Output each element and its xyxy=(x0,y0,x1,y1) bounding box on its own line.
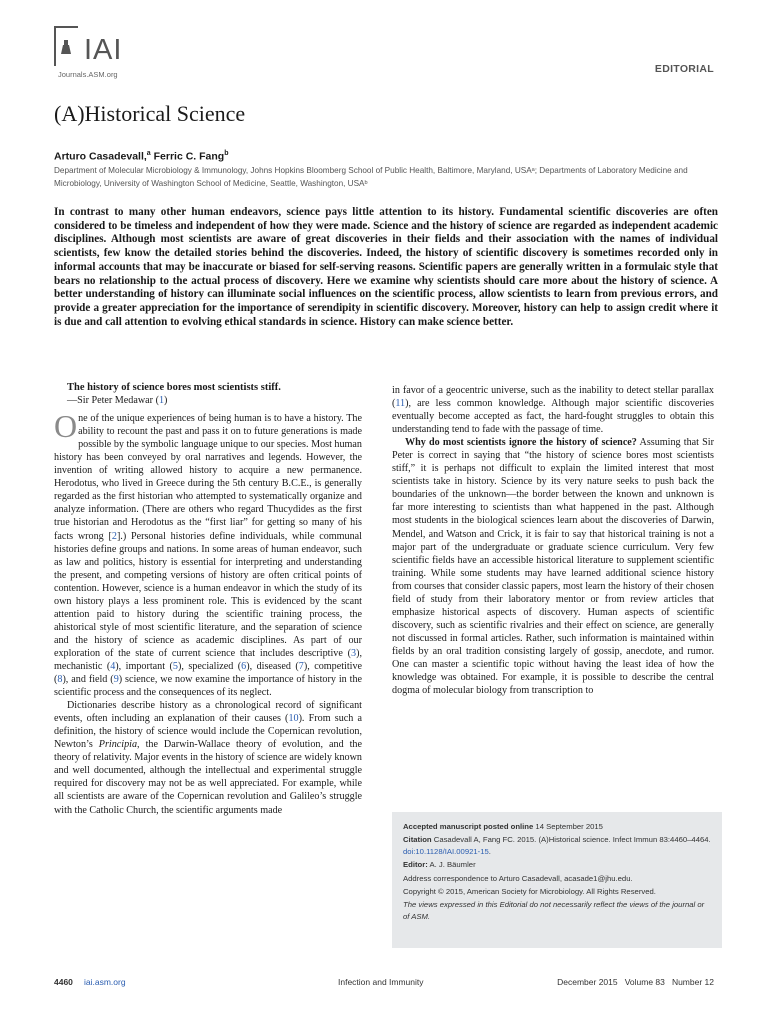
article-title: (A)Historical Science xyxy=(54,101,246,126)
reference-link[interactable]: 5 xyxy=(172,660,178,672)
reference-link[interactable]: 9 xyxy=(113,674,119,686)
paragraph: One of the unique experiences of being human is to have a history. The ability to recount the past and pass it on to future generations is made possible by the symbolic language unique to our species. Most human history has been conveyed by oral narratives and legends. However, the invention of writing allowed history to acquire a new permanence. Herodotus, who lived in Greece during the 5th century B.C.E., is generally regarded as the first historian who attempted to systematically organize and analyze information. (There are others who regard Thucydides as the first true historian and Herodotus as the “first liar” for getting so many of his facts wrong [2].) Personal histories define individuals, while communal histories define groups and nations. In some areas of human endeavor, such as law and politics, history is essential for interpreting and understanding the present, and competing versions of history are often critical points of contention. However, science is a human endeavor in which the study of its own history plays a less prominent role. This is evidenced by the scant attention paid to history during the scientific training process, the ahistorical style of most scientific literature, and the separation of science and the history of science as academic disciplines. As part of our exploration of the state of current science that includes descriptive (3), mechanistic (4), important (5), specialized (6), diseased (7), competitive (8), and field (9) science, we now examine the importance of history in the scientific process and the consequences of its neglect. xyxy=(54,408,363,699)
copyright: Copyright © 2015, American Society for Microbiology. All Rights Reserved. xyxy=(403,887,656,897)
reference-link[interactable]: 6 xyxy=(241,660,247,672)
journal-site-link[interactable]: iai.asm.org xyxy=(84,977,126,987)
doi-link[interactable]: doi:10.1128/IAI.00921-15 xyxy=(403,846,489,856)
reference-link[interactable]: 10 xyxy=(288,713,299,725)
paragraph: Why do most scientists ignore the history of science? Assuming that Sir Peter is correct in saying that “the history of science bores most scientists stiff,” it is perhaps not difficult to explain the limited interest that most scientists take in history. Science by its very nature seeks to push back the boundaries of the unknown—the border between the known and unknown is far more interesting to scientists than what happened in the past. Although most students in the biological sciences learn about the discoveries of Darwin, Mendel, and Watson and Crick, it is fair to say that historical training is not a major part of the undergraduate or graduate science curriculum. Very few scientific fields have an accessible historical literature to supplement scientific training. While some students may have learned additional science history from courses that consider classic papers, most learn the history of their chosen field of study from their laboratory mentor or from review articles that emphasize historical aspects of discovery. Human aspects of scientific discovery, such as scientific rivalries and their effect on science, are generally not discussed in formal articles. Rather, such information is maintained within fields by an oral tradition consisting largely of gossip, anecdote, and rumor. One can master a scientific topic without having the least idea of how the knowledge was obtained. For example, it is possible to describe the central dogma of molecular biology from transcription to xyxy=(392,437,714,697)
affiliation-marker: a xyxy=(146,150,151,157)
paragraph: Dictionaries describe history as a chronological record of significant events, often including an explanation of their causes (10). From such a definition, the history of science would include the Copernican revolution, Newton’s Principia, the Darwin-Wallace theory of evolution, and the theory of relativity. Major events in the history of science are widely known and well documented, although the intellectual and experimental struggle required for discovery may not be as well appreciated. For example, while all scientists are aware of the Copernican revolution and Galileo’s struggle with the Catholic Church, the scientific arguments made xyxy=(54,700,362,816)
body-column-right xyxy=(392,384,714,697)
reference-link[interactable]: 2 xyxy=(111,530,117,542)
reference-link[interactable]: 3 xyxy=(351,647,357,659)
affiliations: Department of Molecular Microbiology & Immunology, Johns Hopkins Bloomberg School of Public Health, Baltimore, Maryland, USAᵃ; Departments of Laboratory Medicine and Microbiology, University of Washington School of Medicine, Seattle, Washington, USAᵇ xyxy=(54,166,688,188)
citation: Citation Casadevall A, Fang FC. 2015. (A)Historical science. Infect Immun 83:4460–4464. doi:10.1128/IAI.00921-15. xyxy=(403,835,711,856)
reference-link[interactable]: 4 xyxy=(110,660,116,672)
reference-link[interactable]: 1 xyxy=(158,395,165,407)
epigraph: The history of science bores most scientists stiff. xyxy=(67,382,281,393)
section-heading: Why do most scientists ignore the history of science? xyxy=(405,437,637,449)
section-label: EDITORIAL xyxy=(654,63,714,75)
reference-link[interactable]: 11 xyxy=(395,398,406,410)
abstract: In contrast to many other human endeavors, science pays little attention to its history. Fundamental scientific discoveries are often considered to be timeless and independent of how they were made. Science and the history of science are regarded as independent academic disciplines. Although most scientists are aware of great discoveries in their fields and their association with the names of individual scientists, few know the detailed stories behind the discoveries. Indeed, the history of scientific discovery is sometimes recorded only in informal accounts that may be inaccurate or biased for self-serving reasons. Scientific papers are generally written in a formulaic style that bears no relationship to the actual process of discovery. Here we examine why scientists should care more about the history of science. A better understanding of history can illuminate social influences on the scientific process, allow scientists to learn from previous errors, and provide a greater appreciation for the importance of serendipity in scientific discovery. Moreover, history can help to assign credit where it is due and call attention to evolving ethical standards in science. History can make science better. xyxy=(54,206,718,328)
affiliation-marker: b xyxy=(224,150,229,157)
paragraph: in favor of a geocentric universe, such as the inability to detect stellar parallax (11), are less common knowledge. Although major scientific discoveries eventually become accepted as fact, the hard-fought struggles to obtain this understanding tend to fade with the passage of time. xyxy=(392,385,714,436)
page-number: 4460 xyxy=(54,977,73,987)
issue-info: December 2015 Volume 83 Number 12 xyxy=(557,977,714,987)
reference-link[interactable]: 8 xyxy=(57,674,63,686)
disclaimer: The views expressed in this Editorial do not necessarily reflect the views of the journal or of ASM. xyxy=(403,900,705,921)
journal-logo xyxy=(54,26,124,82)
accepted-date: Accepted manuscript posted online 14 September 2015 xyxy=(403,822,603,831)
body-column-left xyxy=(54,381,362,817)
logo-url[interactable]: Journals.ASM.org xyxy=(58,70,118,79)
flask-icon xyxy=(61,40,71,54)
author-name: Arturo Casadevall, xyxy=(54,150,147,163)
editor: Editor: A. J. Bäumler xyxy=(403,860,476,870)
journal-name: Infection and Immunity xyxy=(338,977,424,987)
author-list xyxy=(54,150,229,163)
logo-text: IAI xyxy=(84,34,123,66)
correspondence: Address correspondence to Arturo Casadevall, acasade1@jhu.edu. xyxy=(403,873,633,883)
article-info-box xyxy=(392,812,722,948)
epigraph-source: —Sir Peter Medawar (1) xyxy=(67,395,168,407)
drop-cap: O xyxy=(54,408,78,445)
reference-link[interactable]: 7 xyxy=(298,660,304,672)
author-name: Ferric C. Fang xyxy=(150,150,225,163)
